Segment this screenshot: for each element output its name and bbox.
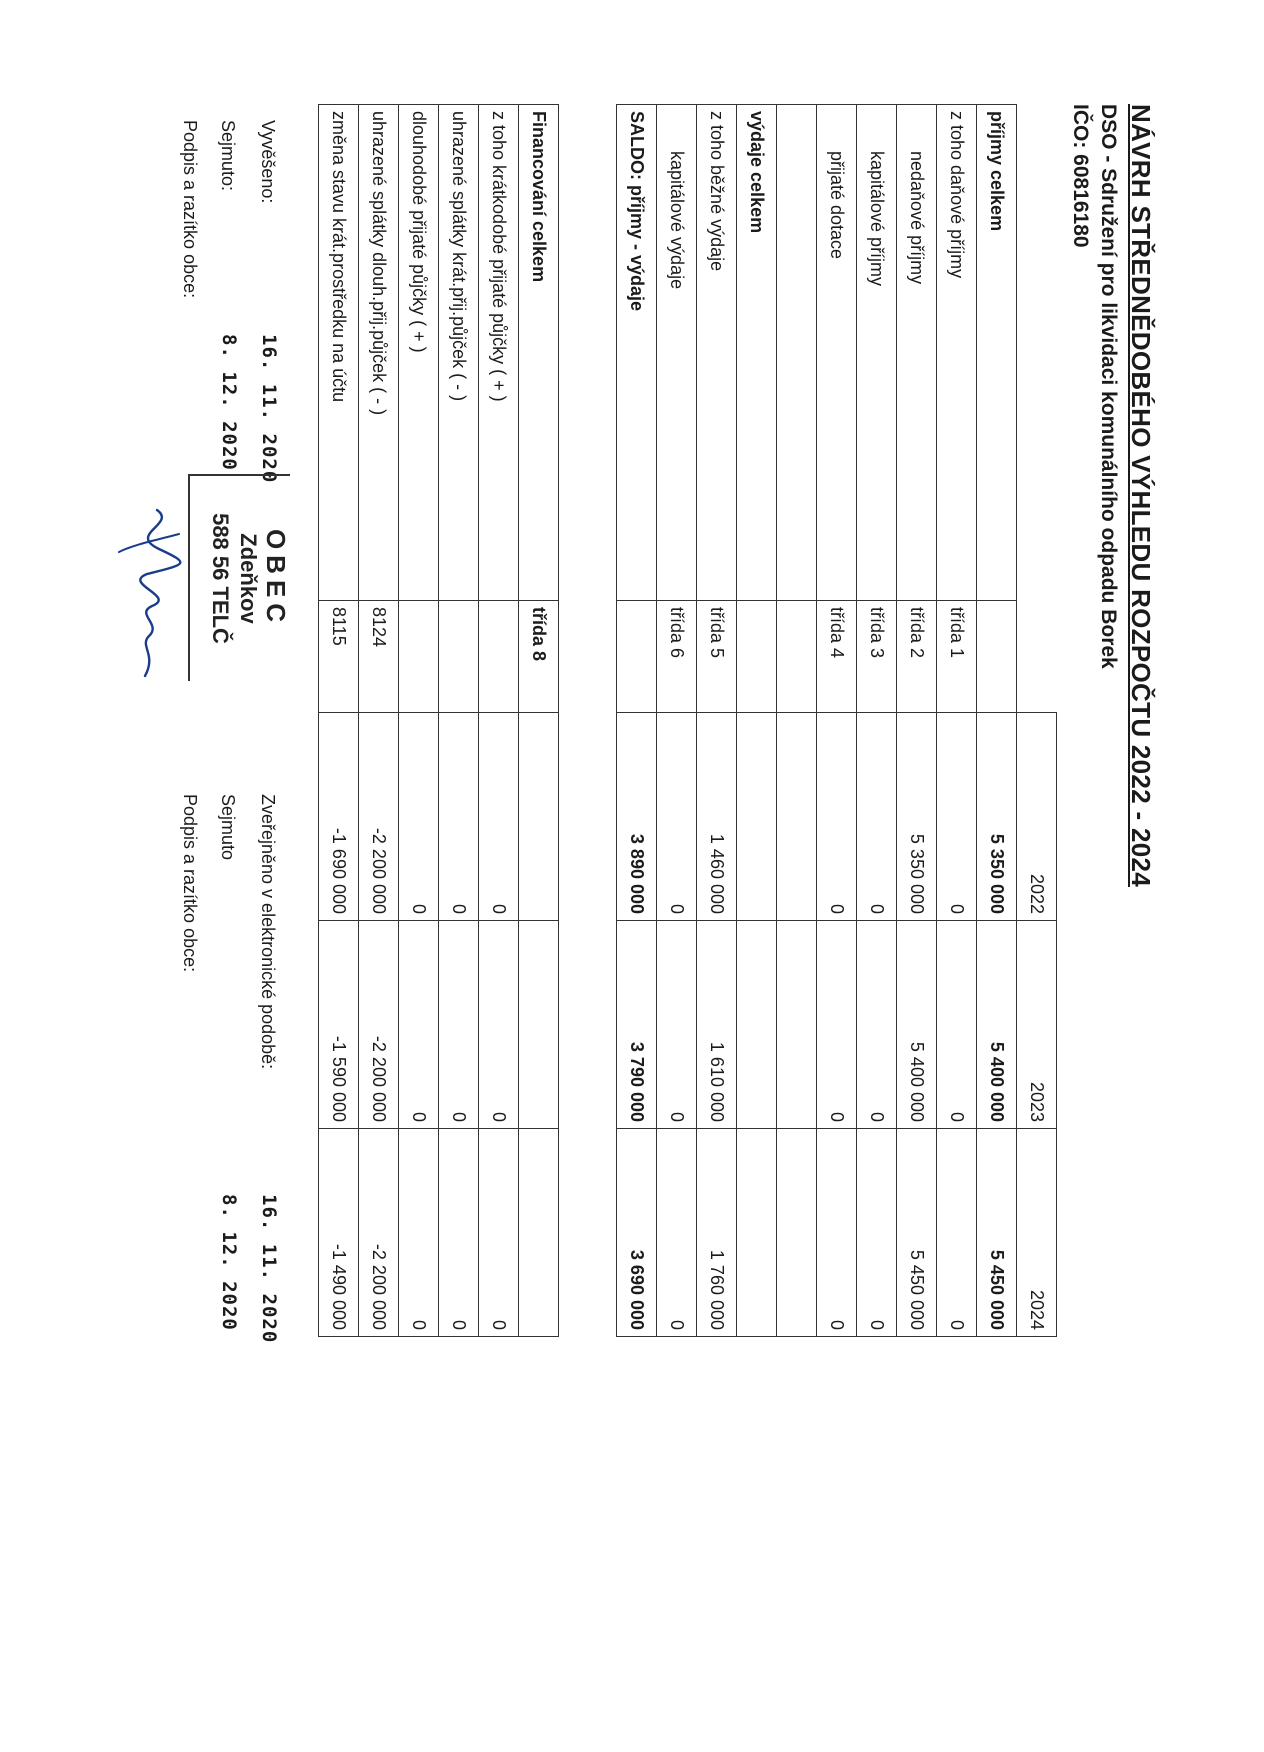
table-row [359, 105, 399, 1337]
stamp-line: 588 56 TELČ [208, 513, 233, 644]
row-value-2023 [777, 921, 817, 1129]
table-row [937, 105, 977, 1337]
document-page [12, 34, 1172, 1734]
row-value-2022: 5 350 000 [897, 713, 937, 921]
table-row [817, 105, 857, 1337]
row-value-2024: -1 490 000 [319, 1129, 359, 1337]
row-class-code [737, 601, 777, 713]
row-label: kapitálové výdaje [657, 105, 697, 601]
row-value-2023: 0 [479, 921, 519, 1129]
row-value-2023: 0 [937, 921, 977, 1129]
table-row [977, 105, 1017, 1337]
row-label: příjmy celkem [977, 105, 1017, 601]
row-value-2024: 0 [937, 1129, 977, 1337]
row-label: SALDO: příjmy - výdaje [617, 105, 657, 601]
removed-date: 8. 12. 2020 [218, 334, 240, 471]
row-value-2023: 3 790 000 [617, 921, 657, 1129]
row-label: výdaje celkem [737, 105, 777, 601]
row-value-2023: 5 400 000 [977, 921, 1017, 1129]
row-value-2023: 0 [439, 921, 479, 1129]
posted-date: 16. 11. 2020 [258, 334, 280, 484]
row-value-2022: 0 [399, 713, 439, 921]
table-row [657, 105, 697, 1337]
row-value-2023: 0 [817, 921, 857, 1129]
table-row [319, 105, 359, 1337]
row-label: změna stavu krát.prostředku na účtu [319, 105, 359, 601]
row-class-code: třída 5 [697, 601, 737, 713]
row-value-2024: 0 [439, 1129, 479, 1337]
financing-table [318, 104, 559, 1337]
row-class-code: třída 6 [657, 601, 697, 713]
row-value-2024: 0 [657, 1129, 697, 1337]
row-label: nedaňové příjmy [897, 105, 937, 601]
row-label: uhrazené splátky dlouh.přij.půjček ( - ) [359, 105, 399, 601]
row-label: uhrazené splátky krát.přij.půjček ( - ) [439, 105, 479, 601]
row-value-2024: 0 [399, 1129, 439, 1337]
removed-right-date: 8. 12. 2020 [218, 1194, 240, 1331]
table-row [399, 105, 439, 1337]
table-row [479, 105, 519, 1337]
table-row [697, 105, 737, 1337]
row-value-2024: 5 450 000 [897, 1129, 937, 1337]
row-value-2024: 3 690 000 [617, 1129, 657, 1337]
row-class-code: třída 8 [519, 601, 559, 713]
municipal-stamp [188, 474, 290, 681]
row-class-code [617, 601, 657, 713]
row-class-code: třída 1 [937, 601, 977, 713]
row-class-code: třída 2 [897, 601, 937, 713]
row-value-2022: 5 350 000 [977, 713, 1017, 921]
row-value-2022: 0 [937, 713, 977, 921]
row-value-2024: -2 200 000 [359, 1129, 399, 1337]
row-class-code [479, 601, 519, 713]
document-title: NÁVRH STŘEDNĚDOBÉHO VÝHLEDU ROZPOČTU 2022 - 2024 [1126, 104, 1156, 887]
row-value-2023: 0 [857, 921, 897, 1129]
row-label: dlouhodobé přijaté půjčky ( + ) [399, 105, 439, 601]
row-value-2022: 0 [439, 713, 479, 921]
row-class-code [399, 601, 439, 713]
row-value-2023 [737, 921, 777, 1129]
posted-label: Vyvěšeno: [258, 120, 278, 204]
stamp-line: Zdeňkov [236, 533, 261, 624]
row-value-2023 [519, 921, 559, 1129]
row-label: z toho daňové příjmy [937, 105, 977, 601]
row-class-code [439, 601, 479, 713]
year-header: 2023 [1017, 921, 1057, 1129]
row-value-2024 [519, 1129, 559, 1337]
row-value-2023: -2 200 000 [359, 921, 399, 1129]
row-class-code: 8124 [359, 601, 399, 713]
table-row [519, 105, 559, 1337]
row-value-2024 [737, 1129, 777, 1337]
row-class-code: 8115 [319, 601, 359, 713]
row-value-2024: 0 [857, 1129, 897, 1337]
row-value-2023: 0 [657, 921, 697, 1129]
row-value-2023: 5 400 000 [897, 921, 937, 1129]
row-class-code: třída 3 [857, 601, 897, 713]
table-row [777, 105, 817, 1337]
row-label: z toho běžné výdaje [697, 105, 737, 601]
row-value-2022: -1 690 000 [319, 713, 359, 921]
row-value-2024 [777, 1129, 817, 1337]
row-label: přijaté dotace [817, 105, 857, 601]
removed-right-label: Sejmuto [218, 794, 238, 861]
row-class-code [777, 601, 817, 713]
row-class-code [977, 601, 1017, 713]
row-label: z toho krátkodobé přijaté půjčky ( + ) [479, 105, 519, 601]
row-value-2022 [737, 713, 777, 921]
row-class-code: třída 4 [817, 601, 857, 713]
row-label [777, 105, 817, 601]
year-header: 2024 [1017, 1129, 1057, 1337]
table-row [857, 105, 897, 1337]
row-label: Financování celkem [519, 105, 559, 601]
row-value-2022: -2 200 000 [359, 713, 399, 921]
row-value-2022: 0 [657, 713, 697, 921]
row-value-2022: 0 [817, 713, 857, 921]
row-label: kapitálové příjmy [857, 105, 897, 601]
published-date: 16. 11. 2020 [258, 1194, 280, 1344]
row-value-2024: 0 [479, 1129, 519, 1337]
document-ico: IČO: 60816180 [1069, 104, 1092, 248]
row-value-2024: 1 760 000 [697, 1129, 737, 1337]
row-value-2023: 0 [399, 921, 439, 1129]
row-value-2023: 1 610 000 [697, 921, 737, 1129]
row-value-2024: 5 450 000 [977, 1129, 1017, 1337]
row-value-2024: 0 [817, 1129, 857, 1337]
row-value-2022: 0 [479, 713, 519, 921]
row-value-2023: -1 590 000 [319, 921, 359, 1129]
signature-icon [107, 504, 197, 684]
year-header-row [1017, 105, 1057, 1337]
table-row [737, 105, 777, 1337]
table-row [897, 105, 937, 1337]
published-label: Zveřejněno v elektronické podobě: [258, 794, 278, 1070]
row-value-2022: 1 460 000 [697, 713, 737, 921]
row-value-2022: 0 [857, 713, 897, 921]
table-row [439, 105, 479, 1337]
row-value-2022 [777, 713, 817, 921]
stamp-line: OBEC [261, 528, 291, 629]
signature-label: Podpis a razítko obce: [180, 120, 200, 299]
removed-label: Sejmuto: [218, 120, 238, 192]
row-value-2022 [519, 713, 559, 921]
row-value-2022: 3 890 000 [617, 713, 657, 921]
budget-table [616, 104, 1057, 1337]
table-row [617, 105, 657, 1337]
year-header: 2022 [1017, 713, 1057, 921]
document-subtitle: DSO - Sdružení pro likvidaci komunálního odpadu Borek [1097, 104, 1120, 669]
signature-right-label: Podpis a razítko obce: [180, 794, 200, 973]
